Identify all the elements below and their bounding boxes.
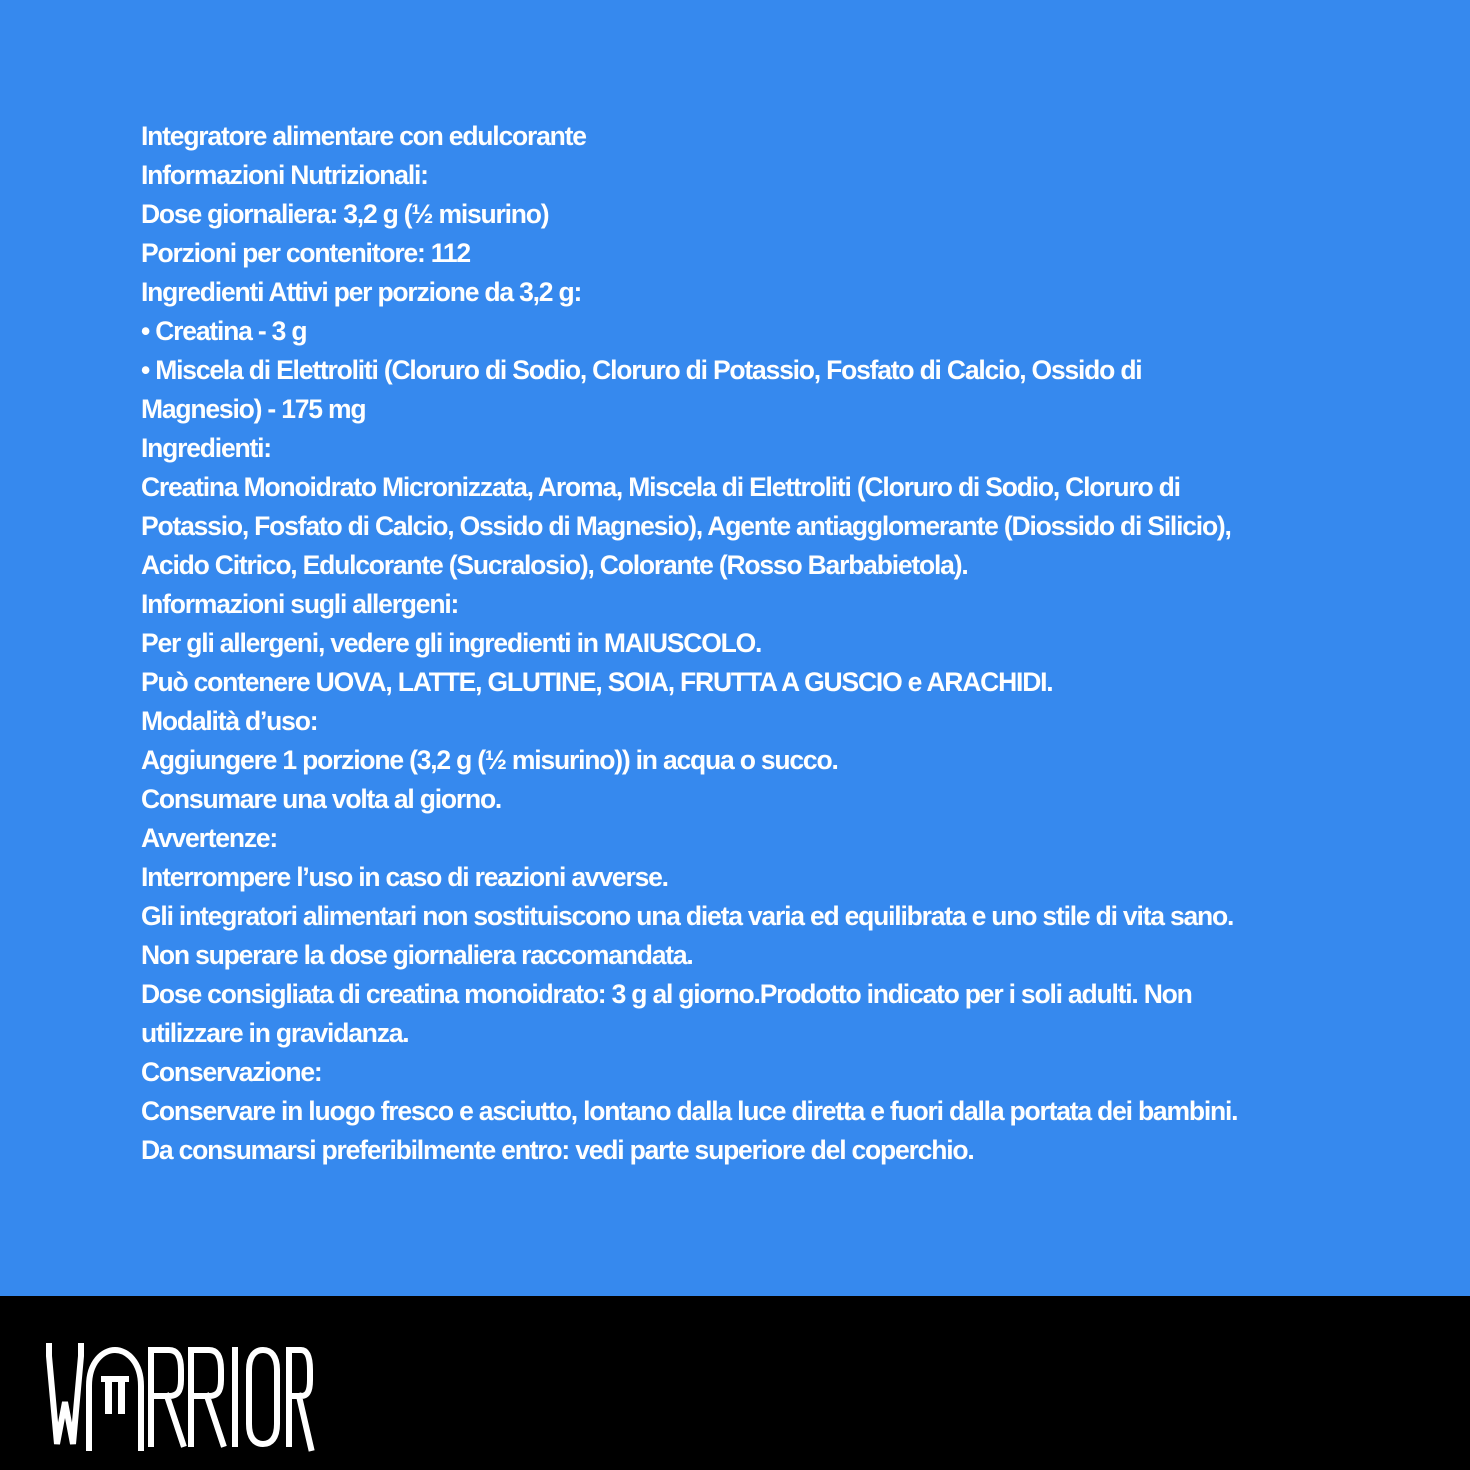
label-line: Gli integratori alimentari non sostituiscono una dieta varia ed equilibrata e uno stile di vita sano. [141,901,1234,931]
label-line: Per gli allergeni, vedere gli ingredienti in MAIUSCOLO. [141,628,762,658]
label-line: Ingredienti Attivi per porzione da 3,2 g: [141,277,582,307]
label-line: Dose consigliata di creatina monoidrato: 3 g al giorno.Prodotto indicato per i soli adulti. Non [141,979,1192,1009]
label-line: • Miscela di Elettroliti (Cloruro di Sodio, Cloruro di Potassio, Fosfato di Calcio, Ossido di [141,355,1142,385]
label-line: Conservazione: [141,1057,322,1087]
label-line: Acido Citrico, Edulcorante (Sucralosio), Colorante (Rosso Barbabietola). [141,550,968,580]
label-line: Magnesio) - 175 mg [141,394,366,424]
label-line: Da consumarsi preferibilmente entro: vedi parte superiore del coperchio. [141,1135,974,1165]
label-line: Ingredienti: [141,433,271,463]
label-line: Integratore alimentare con edulcorante [141,121,586,151]
label-line: Modalità d’uso: [141,706,318,736]
label-line: Può contenere UOVA, LATTE, GLUTINE, SOIA, FRUTTA A GUSCIO e ARACHIDI. [141,667,1053,697]
warrior-logo [45,1340,315,1452]
label-line: Creatina Monoidrato Micronizzata, Aroma, Miscela di Elettroliti (Cloruro di Sodio, Cloruro di [141,472,1180,502]
label-line: utilizzare in gravidanza. [141,1018,409,1048]
label-line: Conservare in luogo fresco e asciutto, lontano dalla luce diretta e fuori dalla portata dei bambini. [141,1096,1238,1126]
label-line: Aggiungere 1 porzione (3,2 g (½ misurino)) in acqua o succo. [141,745,838,775]
label-line: Informazioni Nutrizionali: [141,160,428,190]
label-line: Non superare la dose giornaliera raccomandata. [141,940,693,970]
label-line: • Creatina - 3 g [141,316,307,346]
label-line: Dose giornaliera: 3,2 g (½ misurino) [141,199,549,229]
label-line: Consumare una volta al giorno. [141,784,502,814]
label-text [141,117,1371,1170]
label-line: Interrompere l’uso in caso di reazioni avverse. [141,862,668,892]
label-line: Porzioni per contenitore: 112 [141,238,470,268]
label-line: Informazioni sugli allergeni: [141,589,459,619]
label-line: Avvertenze: [141,823,278,853]
label-line: Potassio, Fosfato di Calcio, Ossido di Magnesio), Agente antiagglomerante (Diossido di Silicio), [141,511,1231,541]
